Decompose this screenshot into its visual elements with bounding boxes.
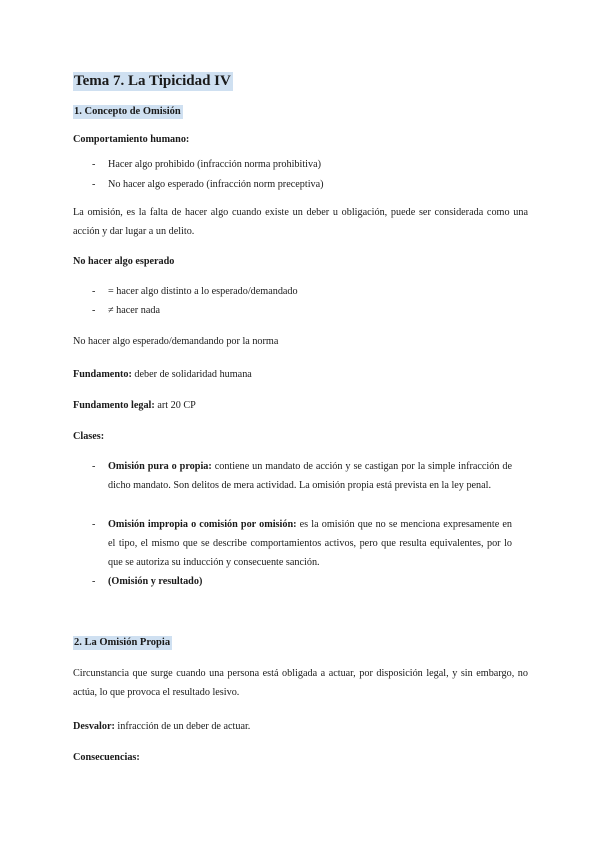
list-item: - Hacer algo prohibido (infracción norma prohibitiva) xyxy=(92,155,512,174)
list-dash: - xyxy=(92,461,96,472)
list-dash: - xyxy=(92,576,96,587)
list-item: - (Omisión y resultado) xyxy=(92,572,512,591)
consecuencias-label: Consecuencias: xyxy=(73,752,140,763)
list-item: - Omisión impropia o comisión por omisión: es la omisión que no se menciona expresamente en el tipo, el mismo que se describe comportamientos activos, pero que resulta equivalentes, por lo que se autoriza su inducción y consecuente sanción. xyxy=(92,515,512,572)
page-title: Tema 7. La Tipicidad IV xyxy=(74,73,231,89)
no-hacer-norma: No hacer algo esperado/demandando por la norma xyxy=(73,336,279,347)
desvalor-label: Desvalor: xyxy=(73,721,115,732)
desvalor-line xyxy=(73,717,250,736)
fundamento-legal-label: Fundamento legal: xyxy=(73,400,155,411)
circunstancia-paragraph: Circunstancia que surge cuando una persona está obligada a actuar, por disposición legal, y sin embargo, no actúa, lo que provoca el resultado lesivo. xyxy=(73,668,528,698)
list-dash: - xyxy=(92,519,96,530)
clases-label: Clases: xyxy=(73,431,105,442)
list-item: - No hacer algo esperado (infracción norm preceptiva) xyxy=(92,175,512,194)
list-item: - ≠ hacer nada xyxy=(92,301,512,320)
list-dash: - xyxy=(92,286,96,297)
section-heading-concepto-omision: 1. Concepto de Omisión xyxy=(74,106,181,117)
fundamento-legal-line xyxy=(73,396,196,415)
list-item: - Omisión pura o propia: contiene un mandato de acción y se castigan por la simple infracción de dicho mandato. Son delitos de mera actividad. La omisión propia está prevista en la ley penal. xyxy=(92,457,512,495)
no-hacer-label: No hacer algo esperado xyxy=(73,256,175,267)
omision-definition: La omisión, es la falta de hacer algo cuando existe un deber u obligación, puede ser considerada como una acción y dar lugar a un delito. xyxy=(73,207,528,237)
section-heading-omision-propia: 2. La Omisión Propia xyxy=(74,637,171,648)
list-item: - = hacer algo distinto a lo esperado/demandado xyxy=(92,282,512,301)
desvalor-text: infracción de un deber de actuar. xyxy=(114,721,251,732)
list-dash: - xyxy=(92,179,96,190)
list-dash: - xyxy=(92,305,96,316)
fundamento-line xyxy=(73,365,252,384)
fundamento-legal-text: art 20 CP xyxy=(154,400,196,411)
fundamento-text: deber de solidaridad humana xyxy=(131,369,252,380)
comportamiento-label: Comportamiento humano: xyxy=(73,134,190,145)
list-dash: - xyxy=(92,159,96,170)
fundamento-label: Fundamento: xyxy=(73,369,132,380)
